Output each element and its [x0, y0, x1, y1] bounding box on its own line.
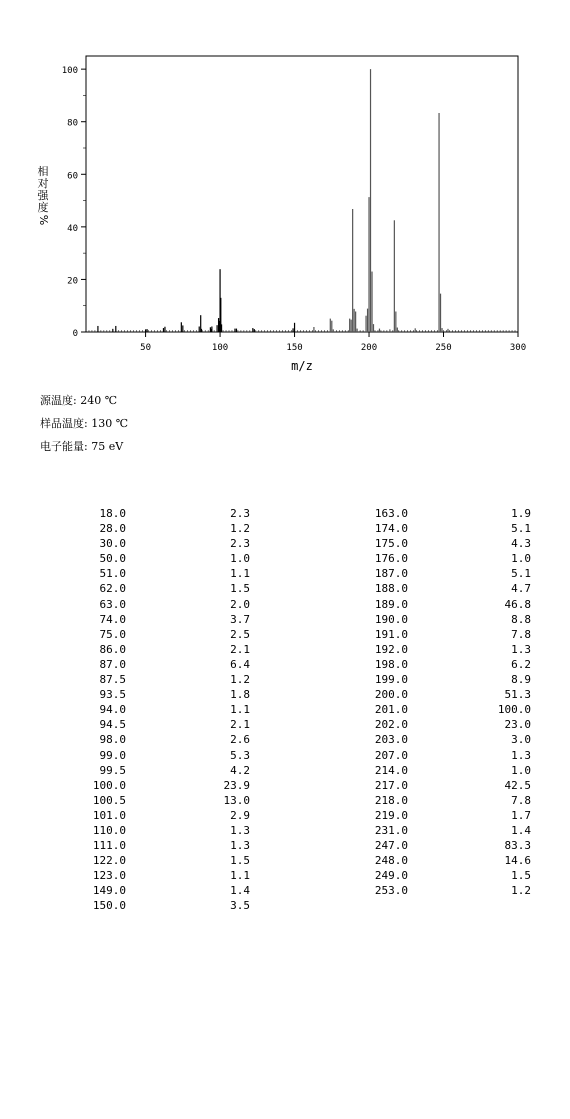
table-row — [362, 853, 531, 868]
mz-value: 200.0 — [374, 688, 408, 702]
mz-value: 219.0 — [374, 808, 408, 822]
table-row — [362, 838, 531, 853]
table-row — [80, 793, 250, 808]
mz-value: 192.0 — [374, 642, 408, 656]
abundance-value: 1.5 — [511, 869, 531, 883]
table-row — [80, 551, 250, 566]
sample-temperature: 样品温度: 130 ℃ — [40, 417, 128, 430]
mz-value: 110.0 — [92, 823, 126, 837]
x-tick-label: 50 — [140, 343, 152, 353]
abundance-value: 1.0 — [511, 552, 531, 566]
table-row — [80, 566, 250, 581]
table-row — [362, 551, 531, 566]
abundance-value: 100.0 — [497, 703, 531, 717]
table-row — [362, 506, 531, 521]
table-row — [362, 642, 531, 657]
table-row — [80, 732, 250, 747]
table-row — [362, 672, 531, 687]
table-row — [80, 748, 250, 763]
abundance-value: 51.3 — [504, 688, 531, 702]
abundance-value: 4.3 — [511, 537, 531, 551]
table-row — [80, 823, 250, 838]
table-row — [80, 627, 250, 642]
table-row — [362, 808, 531, 823]
table-row — [80, 506, 250, 521]
y-tick-label: 40 — [67, 223, 78, 234]
mz-value: 101.0 — [92, 808, 126, 822]
y-axis-label-text: 相 对 强 度 % — [36, 165, 50, 226]
mz-value: 100.5 — [92, 793, 126, 807]
x-tick-label: 300 — [509, 343, 527, 353]
abundance-value: 1.5 — [230, 854, 250, 868]
abundance-value: 4.7 — [511, 582, 531, 596]
abundance-value: 1.5 — [230, 582, 250, 596]
mz-value: 98.0 — [99, 733, 126, 747]
table-row — [80, 838, 250, 853]
mz-value: 190.0 — [374, 612, 408, 626]
abundance-value: 2.5 — [230, 627, 250, 641]
abundance-value: 7.8 — [511, 793, 531, 807]
table-row — [80, 612, 250, 627]
peak-table-right — [362, 506, 531, 898]
x-axis-ticks — [140, 332, 526, 353]
abundance-value: 1.1 — [230, 869, 250, 883]
abundance-value: 6.4 — [230, 657, 250, 671]
mz-value: 218.0 — [374, 793, 408, 807]
abundance-value: 1.1 — [230, 703, 250, 717]
x-tick-label: 200 — [360, 343, 378, 353]
abundance-value: 8.9 — [511, 673, 531, 687]
mz-value: 74.0 — [99, 612, 126, 626]
abundance-value: 42.5 — [504, 778, 531, 792]
table-row — [80, 883, 250, 898]
electron-energy: 电子能量: 75 eV — [40, 440, 124, 453]
mz-value: 87.5 — [99, 673, 126, 687]
mz-value: 207.0 — [374, 748, 408, 762]
abundance-value: 1.2 — [230, 673, 250, 687]
table-row — [362, 702, 531, 717]
abundance-value: 1.3 — [230, 823, 250, 837]
abundance-value: 23.9 — [223, 778, 250, 792]
abundance-value: 2.9 — [230, 808, 250, 822]
table-row — [362, 763, 531, 778]
y-axis-label — [36, 166, 50, 226]
abundance-value: 23.0 — [504, 718, 531, 732]
abundance-value: 2.1 — [230, 642, 250, 656]
abundance-value: 46.8 — [504, 597, 531, 611]
abundance-value: 1.1 — [230, 567, 250, 581]
table-row — [80, 702, 250, 717]
abundance-value: 1.8 — [230, 688, 250, 702]
mz-value: 50.0 — [99, 552, 126, 566]
mz-value: 163.0 — [374, 507, 408, 520]
mz-value: 100.0 — [92, 778, 126, 792]
x-tick-label: 150 — [286, 343, 303, 353]
abundance-value: 1.3 — [511, 642, 531, 656]
x-tick-label: 100 — [211, 343, 229, 353]
mz-value: 150.0 — [92, 899, 126, 913]
mz-value: 86.0 — [99, 642, 126, 656]
abundance-value: 1.3 — [511, 748, 531, 762]
mz-value: 18.0 — [99, 507, 126, 520]
table-row — [362, 597, 531, 612]
table-row — [362, 612, 531, 627]
table-row — [362, 717, 531, 732]
mz-value: 214.0 — [374, 763, 408, 777]
table-row — [80, 581, 250, 596]
abundance-value: 7.8 — [511, 627, 531, 641]
abundance-value: 3.5 — [230, 899, 250, 913]
mz-value: 189.0 — [374, 597, 408, 611]
abundance-value: 2.3 — [230, 507, 250, 520]
abundance-value: 83.3 — [504, 839, 531, 853]
mz-value: 62.0 — [99, 582, 126, 596]
table-row — [362, 536, 531, 551]
table-row — [80, 657, 250, 672]
abundance-value: 1.2 — [511, 884, 531, 898]
table-row — [362, 778, 531, 793]
mz-value: 188.0 — [374, 582, 408, 596]
mz-value: 149.0 — [92, 884, 126, 898]
mz-value: 231.0 — [374, 823, 408, 837]
mz-value: 122.0 — [92, 854, 126, 868]
abundance-value: 2.3 — [230, 537, 250, 551]
mz-value: 94.0 — [99, 703, 126, 717]
table-row — [362, 868, 531, 883]
mz-value: 217.0 — [374, 778, 408, 792]
mz-value: 51.0 — [99, 567, 126, 581]
table-row — [80, 642, 250, 657]
mass-spectrum-chart — [0, 0, 570, 380]
abundance-value: 1.4 — [230, 884, 250, 898]
mz-value: 247.0 — [374, 839, 408, 853]
mz-value: 30.0 — [99, 537, 126, 551]
abundance-value: 5.1 — [511, 567, 531, 581]
y-tick-label: 0 — [72, 329, 78, 339]
abundance-value: 5.1 — [511, 522, 531, 536]
abundance-value: 1.0 — [230, 552, 250, 566]
abundance-value: 8.8 — [511, 612, 531, 626]
mz-value: 87.0 — [99, 657, 126, 671]
mz-value: 248.0 — [374, 854, 408, 868]
abundance-value: 1.7 — [511, 808, 531, 822]
mz-value: 191.0 — [374, 627, 408, 641]
mz-value: 99.0 — [99, 748, 126, 762]
mz-value: 75.0 — [99, 627, 126, 641]
abundance-value: 5.3 — [230, 748, 250, 762]
y-tick-label: 20 — [67, 276, 78, 287]
abundance-value: 3.0 — [511, 733, 531, 747]
table-row — [80, 597, 250, 612]
table-row — [80, 898, 250, 913]
table-row — [362, 657, 531, 672]
mz-value: 201.0 — [374, 703, 408, 717]
mz-value: 99.5 — [99, 763, 126, 777]
y-tick-label: 60 — [67, 171, 78, 182]
table-row — [80, 717, 250, 732]
mz-value: 111.0 — [92, 839, 126, 853]
abundance-value: 1.4 — [511, 823, 531, 837]
abundance-value: 1.9 — [511, 507, 531, 520]
abundance-value: 2.0 — [230, 597, 250, 611]
table-row — [362, 687, 531, 702]
table-row — [362, 823, 531, 838]
table-row — [362, 521, 531, 536]
abundance-value: 1.2 — [230, 522, 250, 536]
mz-value: 176.0 — [374, 552, 408, 566]
mz-value: 174.0 — [374, 522, 408, 536]
abundance-value: 2.6 — [230, 733, 250, 747]
mz-value: 253.0 — [374, 884, 408, 898]
source-temperature: 源温度: 240 ℃ — [40, 394, 117, 407]
table-row — [80, 778, 250, 793]
plot-frame — [86, 56, 518, 332]
mz-value: 28.0 — [99, 522, 126, 536]
table-row — [80, 763, 250, 778]
mz-value: 93.5 — [99, 688, 126, 702]
mz-value: 202.0 — [374, 718, 408, 732]
y-tick-label: 100 — [61, 66, 78, 77]
abundance-value: 13.0 — [223, 793, 250, 807]
mz-value: 198.0 — [374, 657, 408, 671]
mz-value: 63.0 — [99, 597, 126, 611]
table-row — [80, 536, 250, 551]
table-row — [80, 672, 250, 687]
abundance-value: 1.3 — [230, 839, 250, 853]
table-row — [80, 808, 250, 823]
mz-value: 187.0 — [374, 567, 408, 581]
table-row — [362, 627, 531, 642]
spectrum-peaks — [98, 69, 448, 332]
abundance-value: 4.2 — [230, 763, 250, 777]
peak-table-left — [80, 506, 250, 914]
table-row — [362, 748, 531, 763]
table-row — [362, 581, 531, 596]
table-row — [80, 687, 250, 702]
x-tick-label: 250 — [435, 343, 452, 353]
mz-value: 249.0 — [374, 869, 408, 883]
mz-value: 199.0 — [374, 673, 408, 687]
table-row — [362, 883, 531, 898]
mz-value: 94.5 — [99, 718, 126, 732]
abundance-value: 6.2 — [511, 657, 531, 671]
mz-value: 123.0 — [92, 869, 126, 883]
table-row — [362, 732, 531, 747]
abundance-value: 2.1 — [230, 718, 250, 732]
y-axis-ticks — [62, 66, 86, 339]
table-row — [362, 793, 531, 808]
table-row — [80, 853, 250, 868]
table-row — [80, 521, 250, 536]
y-tick-label: 80 — [67, 118, 78, 129]
abundance-value: 1.0 — [511, 763, 531, 777]
mz-value: 175.0 — [374, 537, 408, 551]
table-row — [362, 566, 531, 581]
mz-value: 203.0 — [374, 733, 408, 747]
abundance-value: 3.7 — [230, 612, 250, 626]
abundance-value: 14.6 — [504, 854, 531, 868]
table-row — [80, 868, 250, 883]
x-axis-label: m/z — [291, 359, 313, 373]
